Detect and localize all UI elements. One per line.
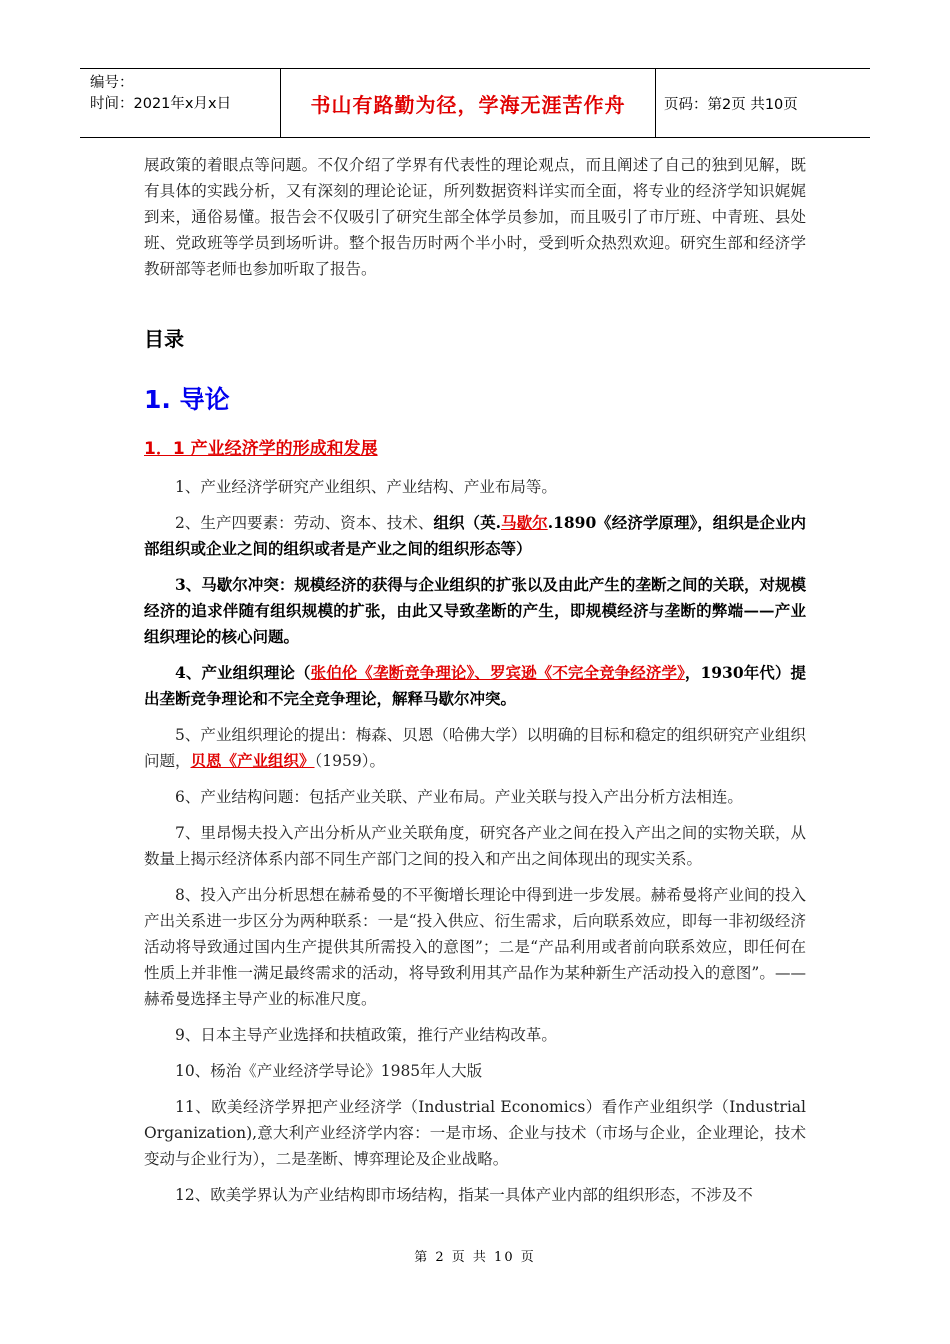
intro-paragraph: 展政策的着眼点等问题。不仅介绍了学界有代表性的理论观点，而且阐述了自己的独到见解，既有具体的实践分析，又有深刻的理论论证，所列数据资料详实而全面，将专业的经济学知识娓娓到来，通俗易懂。报告会不仅吸引了研究生部全体学员参加，而且吸引了市厅班、中青班、县处班、党政班等学员到场听讲。整个报告历时两个半小时，受到听众热烈欢迎。研究生部和经济学教研部等老师也参加听取了报告。 (144, 156, 806, 278)
header-motto: 书山有路勤为径，学海无涯苦作舟 (281, 69, 656, 137)
page-header (80, 68, 870, 138)
paragraph-5 (144, 722, 806, 774)
paragraph-9: 9、日本主导产业选择和扶植政策，推行产业结构改革。 (175, 1026, 557, 1044)
paragraph-4-link: 张伯伦《垄断竞争理论》、罗宾逊《不完全竞争经济学》 (310, 663, 685, 682)
toc-title: 目录 (144, 327, 184, 351)
paragraph-3: 3、马歇尔冲突：规模经济的获得与企业组织的扩张以及由此产生的垄断之间的关联，对规模经济的追求伴随有组织规模的扩张，由此又导致垄断的产生，即规模经济与垄断的弊端——产业组织理论的核心问题。 (144, 575, 806, 646)
section-heading-1-1: 1．1 产业经济学的形成和发展 (144, 439, 378, 459)
paragraph-11: 11、欧美经济学界把产业经济学（Industrial Economics）看作产业组织学（Industrial Organization),意大利产业经济学内容：一是市场、企业与技术（市场与企业，企业理论，技术变动与企业行为），二是垄断、博弈理论及企业战略。 (144, 1098, 806, 1168)
paragraph-12: 12、欧美学界认为产业结构即市场结构，指某一具体产业内部的组织形态，不涉及不 (175, 1186, 753, 1204)
paragraph-7: 7、里昂惕夫投入产出分析从产业关联角度，研究各产业之间在投入产出之间的实物关联，从数量上揭示经济体系内部不同生产部门之间的投入和产出之间体现出的现实关系。 (144, 824, 806, 868)
paragraph-5-link: 贝恩《产业组织》 (190, 751, 315, 770)
paragraph-2 (144, 510, 806, 562)
page-footer: 第 2 页 共 10 页 (414, 1250, 536, 1265)
paragraph-6: 6、产业结构问题：包括产业关联、产业布局。产业关联与投入产出分析方法相连。 (175, 788, 743, 806)
paragraph-2-text: 2、生产四要素：劳动、资本、技术、 (175, 514, 434, 532)
paragraph-2-bold: 组织（英. (433, 513, 502, 532)
paragraph-4-rest: ，1930年代）提出垄断竞争理论和不完全竞争理论，解释马歇尔冲突。 (144, 663, 806, 708)
header-date: 时间：2021年x月x日 (90, 96, 232, 112)
document-body (144, 152, 806, 1218)
paragraph-5-text: 5、产业组织理论的提出：梅森、贝恩（哈佛大学）以明确的目标和稳定的组织研究产业组织问题， (144, 726, 806, 770)
paragraph-4-text: 4、产业组织理论（ (175, 663, 311, 682)
header-number: 编号： (90, 75, 134, 91)
paragraph-2-link: 马歇尔 (501, 513, 548, 532)
paragraph-1: 1、产业经济学研究产业组织、产业结构、产业布局等。 (175, 478, 557, 496)
paragraph-4 (144, 660, 806, 712)
paragraph-10: 10、杨治《产业经济学导论》1985年人大版 (175, 1062, 483, 1080)
header-meta (80, 69, 281, 137)
paragraph-5-rest: （1959）。 (314, 752, 385, 770)
section-heading-1: 1. 导论 (144, 385, 230, 414)
header-page-number: 页码：第2页 共10页 (664, 96, 798, 113)
paragraph-8: 8、投入产出分析思想在赫希曼的不平衡增长理论中得到进一步发展。赫希曼将产业间的投入产出关系进一步区分为两种联系：一是“投入供应、衍生需求，后向联系效应，即每一非初级经济活动将导致通过国内生产提供其所需投入的意图”；二是“产品利用或者前向联系效应，即任何在性质上并非惟一满足最终需求的活动，将导致利用其产品作为某种新生产活动投入的意图”。——赫希曼选择主导产业的标准尺度。 (144, 886, 806, 1008)
paragraph-2-bold-rest: .1890《经济学原理》，组织是企业内部组织或企业之间的组织或者是产业之间的组织形态等） (144, 513, 806, 558)
